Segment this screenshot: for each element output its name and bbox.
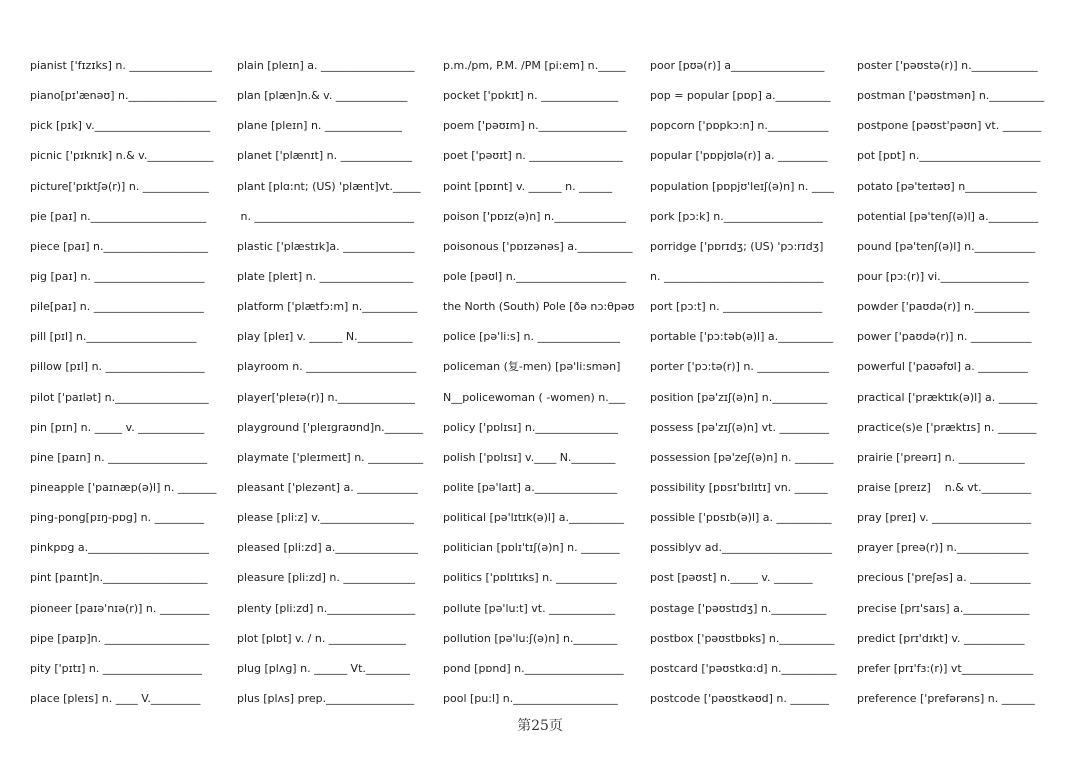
entry-text: playground ['pleɪgraʊnd]n._______ bbox=[237, 420, 424, 434]
entry-text: pineapple ['paɪnæp(ə)l] n. _______ bbox=[30, 480, 217, 494]
entry-text: pin [pɪn] n. _____ v. ____________ bbox=[30, 420, 205, 434]
vocabulary-entry bbox=[443, 537, 637, 567]
vocabulary-entry bbox=[443, 628, 637, 658]
vocabulary-entry bbox=[650, 266, 844, 296]
entry-text: polish ['pɒlɪsɪ] v.____ N.________ bbox=[443, 450, 616, 464]
vocabulary-entry bbox=[443, 387, 637, 417]
entry-text: plane [pleɪn] n. ______________ bbox=[237, 119, 402, 133]
vocabulary-entry bbox=[650, 598, 844, 628]
entry-text: plan [plæn]n.& v. _____________ bbox=[237, 89, 408, 103]
entry-text: plastic ['plæstɪk]a. _____________ bbox=[237, 239, 415, 253]
entry-text: power ['paʊdə(r)] n. ___________ bbox=[857, 330, 1032, 344]
entry-text: pleasure [pli:zd] n. _____________ bbox=[237, 571, 415, 585]
vocabulary-entry bbox=[650, 447, 844, 477]
entry-text: please [pli:z] v._________________ bbox=[237, 511, 414, 525]
entry-text: pioneer [paɪə'nɪə(r)] n. _________ bbox=[30, 601, 210, 615]
vocabulary-entry bbox=[237, 176, 431, 206]
entry-text: plate [pleɪt] n. _________________ bbox=[237, 269, 414, 283]
entry-text: poor [pʊə(r)] a_________________ bbox=[650, 59, 825, 72]
vocabulary-entry bbox=[650, 85, 844, 115]
entry-text: polite [pə'laɪt] a._______________ bbox=[443, 480, 618, 494]
vocabulary-entry bbox=[857, 598, 1051, 628]
vocabulary-column-1 bbox=[30, 55, 224, 718]
vocabulary-entry bbox=[443, 658, 637, 688]
entry-text: pint [paɪnt]n.___________________ bbox=[30, 571, 208, 585]
vocabulary-entry bbox=[650, 417, 844, 447]
vocabulary-entry bbox=[237, 387, 431, 417]
entry-text: pig [paɪ] n. ____________________ bbox=[30, 269, 205, 283]
vocabulary-entry bbox=[30, 537, 224, 567]
entry-text: playmate ['pleɪmeɪt] n. __________ bbox=[237, 450, 424, 464]
entry-text: popcorn ['pɒpkɔ:n] n.___________ bbox=[650, 119, 829, 133]
vocabulary-entry bbox=[30, 628, 224, 658]
entry-text: plug [plʌg] n. ______ Vt.________ bbox=[237, 661, 410, 675]
vocabulary-entry bbox=[237, 628, 431, 658]
vocabulary-entry bbox=[237, 477, 431, 507]
entry-text: port [pɔ:t] n. __________________ bbox=[650, 300, 823, 314]
entry-text: porter ['pɔ:tə(r)] n. _____________ bbox=[650, 360, 829, 374]
entry-text: postage ['pəʊstɪdʒ] n.__________ bbox=[650, 601, 827, 615]
entry-text: point [pɒɪnt] v. ______ n. ______ bbox=[443, 179, 613, 193]
entry-text: politics ['pɒlɪtɪks] n. ___________ bbox=[443, 571, 617, 585]
entry-text: poison ['pɒɪz(ə)n] n._____________ bbox=[443, 209, 626, 223]
entry-text: N__policewoman ( -women) n.___ bbox=[443, 390, 626, 404]
entry-text: pine [paɪn] n. __________________ bbox=[30, 450, 208, 464]
vocabulary-entry bbox=[857, 85, 1051, 115]
entry-text: pianist ['fɪzɪks] n. _______________ bbox=[30, 59, 212, 72]
vocabulary-entry bbox=[650, 387, 844, 417]
entry-text: ping-pong[pɪŋ-pɒg] n. _________ bbox=[30, 511, 205, 525]
entry-text: pollute [pə'lu:t] vt. ____________ bbox=[443, 601, 616, 615]
vocabulary-entry bbox=[443, 85, 637, 115]
vocabulary-entry bbox=[237, 206, 431, 236]
vocabulary-entry bbox=[650, 55, 844, 85]
entry-text: picnic ['pɪknɪk] n.& v.____________ bbox=[30, 149, 214, 163]
vocabulary-entry bbox=[857, 628, 1051, 658]
vocabulary-entry bbox=[30, 206, 224, 236]
vocabulary-entry bbox=[237, 296, 431, 326]
vocabulary-entry bbox=[30, 326, 224, 356]
vocabulary-entry bbox=[857, 176, 1051, 206]
vocabulary-entry bbox=[443, 176, 637, 206]
entry-text: pour [pɔ:(r)] vi.________________ bbox=[857, 269, 1029, 283]
vocabulary-entry bbox=[443, 326, 637, 356]
entry-text: planet ['plænɪt] n. _____________ bbox=[237, 149, 413, 163]
vocabulary-entry bbox=[237, 326, 431, 356]
vocabulary-entry bbox=[30, 447, 224, 477]
vocabulary-entry bbox=[857, 236, 1051, 266]
vocabulary-entry bbox=[30, 296, 224, 326]
vocabulary-entry bbox=[30, 387, 224, 417]
vocabulary-entry bbox=[650, 507, 844, 537]
entry-text: pillow [pɪl] n. __________________ bbox=[30, 360, 205, 374]
vocabulary-entry bbox=[443, 115, 637, 145]
vocabulary-entry bbox=[30, 598, 224, 628]
vocabulary-entry bbox=[857, 356, 1051, 386]
entry-text: position [pə'zɪʃ(ə)n] n.__________ bbox=[650, 390, 828, 404]
vocabulary-entry bbox=[237, 567, 431, 597]
vocabulary-entry bbox=[443, 507, 637, 537]
entry-text: preference ['prefərəns] n. ______ bbox=[857, 691, 1035, 705]
vocabulary-entry bbox=[30, 658, 224, 688]
vocabulary-entry bbox=[237, 417, 431, 447]
vocabulary-entry bbox=[443, 206, 637, 236]
entry-text: picture['pɪktʃə(r)] n. ____________ bbox=[30, 179, 209, 193]
vocabulary-entry bbox=[237, 266, 431, 296]
entry-text: pray [preɪ] v. __________________ bbox=[857, 511, 1032, 525]
vocabulary-entry bbox=[237, 537, 431, 567]
entry-text: postcode ['pəʊstkəʊd] n. _______ bbox=[650, 691, 829, 705]
entry-text: prayer [preə(r)] n._____________ bbox=[857, 541, 1029, 555]
entry-text: p.m./pm, P.M. /PM [pi:em] n._____ bbox=[443, 59, 626, 72]
entry-text: play [pleɪ] v. ______ N.__________ bbox=[237, 330, 413, 344]
vocabulary-entry bbox=[443, 447, 637, 477]
entry-text: police [pə'li:s] n. _______________ bbox=[443, 330, 621, 344]
entry-text: pie [paɪ] n._____________________ bbox=[30, 209, 207, 223]
entry-text: pocket ['pɒkɪt] n. ______________ bbox=[443, 89, 619, 103]
vocabulary-entry bbox=[857, 688, 1051, 718]
entry-text: pile[paɪ] n. ____________________ bbox=[30, 300, 204, 314]
vocabulary-column-5 bbox=[857, 55, 1051, 718]
entry-text: plot [plɒt] v. / n. ______________ bbox=[237, 631, 406, 645]
entry-text: playroom n. ____________________ bbox=[237, 360, 417, 374]
entry-text: poster ['pəʊstə(r)] n.____________ bbox=[857, 59, 1038, 72]
vocabulary-entry bbox=[650, 477, 844, 507]
vocabulary-entry bbox=[443, 417, 637, 447]
vocabulary-entry bbox=[650, 145, 844, 175]
vocabulary-entry bbox=[443, 688, 637, 718]
vocabulary-entry bbox=[443, 477, 637, 507]
vocabulary-entry bbox=[237, 85, 431, 115]
vocabulary-entry bbox=[30, 688, 224, 718]
vocabulary-entry bbox=[443, 266, 637, 296]
entry-text: pot [pɒt] n.______________________ bbox=[857, 149, 1041, 163]
vocabulary-column-4 bbox=[650, 55, 844, 718]
entry-text: predict [prɪ'dɪkt] v. ___________ bbox=[857, 631, 1025, 645]
vocabulary-entry bbox=[443, 356, 637, 386]
vocabulary-entry bbox=[443, 236, 637, 266]
vocabulary-entry bbox=[443, 598, 637, 628]
vocabulary-column-3 bbox=[443, 55, 637, 718]
entry-text: precise [prɪ'saɪs] a.____________ bbox=[857, 601, 1030, 615]
entry-text: pork [pɔ:k] n.__________________ bbox=[650, 209, 823, 223]
entry-text: poisonous ['pɒɪzənəs] a.__________ bbox=[443, 239, 633, 253]
vocabulary-entry bbox=[857, 55, 1051, 85]
entry-text: porridge ['pɒrɪdʒ; (US) 'pɔ:rɪdʒ] bbox=[650, 239, 824, 253]
entry-text: possess [pə'zɪʃ(ə)n] vt. _________ bbox=[650, 420, 829, 434]
entry-text: pleased [pli:zd] a._______________ bbox=[237, 541, 418, 555]
vocabulary-entry bbox=[650, 658, 844, 688]
entry-text: place [pleɪs] n. ____ V._________ bbox=[30, 691, 201, 705]
vocabulary-entry bbox=[30, 236, 224, 266]
entry-text: possibility [pɒsɪ'bɪlɪtɪ] vn. ______ bbox=[650, 480, 828, 494]
vocabulary-entry bbox=[443, 145, 637, 175]
vocabulary-entry bbox=[237, 145, 431, 175]
entry-text: prefer [prɪ'fɜ:(r)] vt_____________ bbox=[857, 661, 1034, 675]
entry-text: population [pɒpjʊ'leɪʃ(ə)n] n. ____ bbox=[650, 179, 834, 193]
vocabulary-entry bbox=[30, 567, 224, 597]
entry-text: pipe [paɪp]n. ___________________ bbox=[30, 631, 210, 645]
vocabulary-entry bbox=[857, 567, 1051, 597]
vocabulary-entry bbox=[650, 176, 844, 206]
entry-text: possession [pə'zeʃ(ə)n] n. _______ bbox=[650, 450, 834, 464]
entry-text: platform ['plætfɔ:m] n.__________ bbox=[237, 300, 418, 314]
entry-text: plenty [pli:zd] n.________________ bbox=[237, 601, 416, 615]
entry-text: poem ['pəʊɪm] n.________________ bbox=[443, 119, 627, 133]
entry-text: piece [paɪ] n.___________________ bbox=[30, 239, 208, 253]
vocabulary-entry bbox=[30, 507, 224, 537]
vocabulary-entry bbox=[650, 356, 844, 386]
vocabulary-entry bbox=[237, 507, 431, 537]
entry-text: pleasant ['plezənt] a. ___________ bbox=[237, 480, 418, 494]
vocabulary-entry bbox=[237, 356, 431, 386]
vocabulary-entry bbox=[30, 477, 224, 507]
vocabulary-entry bbox=[30, 417, 224, 447]
entry-text: postcard ['pəʊstkɑ:d] n.__________ bbox=[650, 661, 837, 675]
entry-text: political [pə'lɪtɪk(ə)l] a.__________ bbox=[443, 511, 624, 525]
entry-text: potential [pə'tenʃ(ə)l] a._________ bbox=[857, 209, 1039, 223]
entry-text: pool [pu:l] n.___________________ bbox=[443, 691, 618, 705]
entry-text: policeman (复-men) [pə'li:smən] bbox=[443, 360, 621, 374]
entry-text: possible ['pɒsɪb(ə)l] a. __________ bbox=[650, 511, 832, 525]
entry-text: pound [pə'tenʃ(ə)l] n.___________ bbox=[857, 239, 1036, 253]
entry-text: potato [pə'teɪtəʊ] n_____________ bbox=[857, 179, 1037, 193]
entry-text: powerful ['paʊəfʊl] a. _________ bbox=[857, 360, 1028, 374]
entry-text: pollution [pə'lu:ʃ(ə)n] n.________ bbox=[443, 631, 618, 645]
entry-text: portable ['pɔ:təb(ə)l] a.__________ bbox=[650, 330, 834, 344]
vocabulary-entry bbox=[30, 55, 224, 85]
vocabulary-entry bbox=[650, 628, 844, 658]
vocabulary-entry bbox=[237, 115, 431, 145]
entry-text: practical ['præktɪk(ə)l] a. _______ bbox=[857, 390, 1038, 404]
entry-text: pond [pɒnd] n.__________________ bbox=[443, 661, 624, 675]
vocabulary-entry bbox=[30, 266, 224, 296]
vocabulary-entry bbox=[650, 326, 844, 356]
vocabulary-entry bbox=[857, 206, 1051, 236]
vocabulary-entry bbox=[650, 236, 844, 266]
entry-text: politician [pɒlɪ'tɪʃ(ə)n] n. _______ bbox=[443, 541, 620, 555]
vocabulary-entry bbox=[30, 356, 224, 386]
vocabulary-entry bbox=[237, 236, 431, 266]
vocabulary-entry bbox=[237, 688, 431, 718]
entry-text: the North (South) Pole [ðə nɔ:θpəʊ bbox=[443, 300, 635, 314]
vocabulary-column-2 bbox=[237, 55, 431, 718]
vocabulary-entry bbox=[857, 326, 1051, 356]
entry-text: popular ['pɒpjʊlə(r)] a. _________ bbox=[650, 149, 828, 163]
entry-text: pilot ['paɪlət] n._________________ bbox=[30, 390, 209, 404]
vocabulary-entry bbox=[650, 296, 844, 326]
vocabulary-entry bbox=[650, 115, 844, 145]
entry-text: postman ['pəʊstmən] n.__________ bbox=[857, 89, 1045, 103]
entry-text: practice(s)e ['præktɪs] n. _______ bbox=[857, 420, 1037, 434]
entry-text: pick [pɪk] v._____________________ bbox=[30, 119, 211, 133]
vocabulary-entry bbox=[857, 296, 1051, 326]
entry-text: policy ['pɒlɪsɪ] n._______________ bbox=[443, 420, 618, 434]
vocabulary-entry bbox=[30, 176, 224, 206]
entry-text: postbox ['pəʊstbɒks] n.__________ bbox=[650, 631, 835, 645]
entry-text: pinkpɒg a.______________________ bbox=[30, 541, 210, 555]
vocabulary-entry bbox=[857, 477, 1051, 507]
entry-text: piano[pɪ'ænəʊ] n.________________ bbox=[30, 89, 217, 103]
vocabulary-entry bbox=[857, 447, 1051, 477]
vocabulary-entry bbox=[857, 507, 1051, 537]
entry-text: precious ['preʃəs] a. ___________ bbox=[857, 571, 1031, 585]
vocabulary-entry bbox=[857, 145, 1051, 175]
vocabulary-entry bbox=[857, 387, 1051, 417]
vocabulary-entry bbox=[30, 145, 224, 175]
vocabulary-entry bbox=[237, 658, 431, 688]
entry-text: powder ['paʊdə(r)] n.__________ bbox=[857, 300, 1030, 314]
vocabulary-entry bbox=[443, 567, 637, 597]
page-number: 第25页 bbox=[517, 718, 563, 734]
vocabulary-entry bbox=[857, 266, 1051, 296]
entry-text: pole [pəʊl] n.____________________ bbox=[443, 269, 627, 283]
entry-text: post [pəʊst] n._____ v. _______ bbox=[650, 571, 813, 585]
vocabulary-entry bbox=[857, 417, 1051, 447]
vocabulary-entry bbox=[443, 296, 637, 326]
entry-text: possiblyv ad.____________________ bbox=[650, 541, 833, 555]
entry-text: pill [pɪl] n.____________________ bbox=[30, 330, 197, 344]
entry-text: poet ['pəʊɪt] n. _________________ bbox=[443, 149, 623, 163]
vocabulary-entry bbox=[650, 567, 844, 597]
vocabulary-entry bbox=[237, 598, 431, 628]
vocabulary-entry bbox=[650, 206, 844, 236]
entry-text: plain [pleɪn] a. _________________ bbox=[237, 59, 415, 72]
entry-text: n. _____________________________ bbox=[650, 269, 824, 283]
vocabulary-entry bbox=[237, 55, 431, 85]
entry-text: plus [plʌs] prep.________________ bbox=[237, 691, 415, 705]
entry-text: pity ['pɪtɪ] n. __________________ bbox=[30, 661, 202, 675]
entry-text: praise [preɪz] n.& vt._________ bbox=[857, 480, 1032, 494]
entry-text: plant [plɑ:nt; (US) 'plænt]vt._____ bbox=[237, 179, 421, 193]
entry-text: player['pleɪə(r)] n.______________ bbox=[237, 390, 415, 404]
vocabulary-entry bbox=[30, 85, 224, 115]
vocabulary-entry bbox=[857, 537, 1051, 567]
vocabulary-entry bbox=[443, 55, 637, 85]
vocabulary-entry bbox=[857, 115, 1051, 145]
vocabulary-entry bbox=[857, 658, 1051, 688]
vocabulary-entry bbox=[237, 447, 431, 477]
entry-text: n. _____________________________ bbox=[237, 209, 414, 223]
vocabulary-entry bbox=[30, 115, 224, 145]
entry-text: postpone [pəʊst'pəʊn] vt. _______ bbox=[857, 119, 1042, 133]
entry-text: prairie ['preərɪ] n. ____________ bbox=[857, 450, 1025, 464]
vocabulary-entry bbox=[650, 537, 844, 567]
vocabulary-entry bbox=[650, 688, 844, 718]
entry-text: pop = popular [pɒp] a.__________ bbox=[650, 89, 831, 103]
